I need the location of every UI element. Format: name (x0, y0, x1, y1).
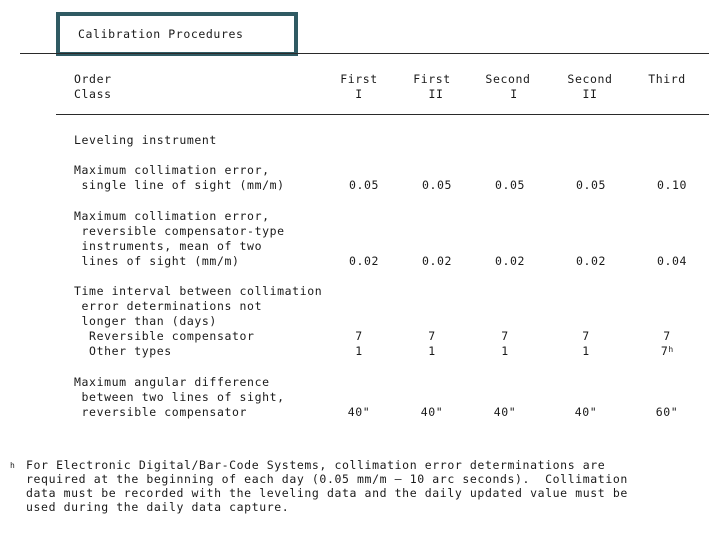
row-interval-sub1-value-2: 7 (428, 329, 436, 343)
row-interval-label-2: error determinations not (74, 299, 263, 313)
row-single-value-5: 0.10 (656, 178, 688, 192)
order-label: Order (74, 72, 112, 86)
row-angular-value-5: 60" (655, 405, 679, 419)
col-5-order: Third (648, 72, 686, 86)
row-interval-label-1: Time interval between collimation (74, 284, 323, 298)
row-reversible-value-2: 0.02 (421, 254, 453, 268)
row-interval-sub2-value-4: 1 (582, 344, 590, 358)
footnote-line-3: data must be recorded with the leveling data and the daily updated value must be (26, 486, 628, 500)
col-4-order: Second (567, 72, 613, 86)
row-interval-sub2-value-5 (637, 344, 697, 359)
row-angular-value-3: 40" (493, 405, 517, 419)
row-angular-label-2: between two lines of sight, (74, 390, 285, 404)
col-2-class: II (428, 87, 444, 101)
col-3-order: Second (485, 72, 531, 86)
row-angular-value-1: 40" (347, 405, 371, 419)
footnote-mark: h (10, 461, 16, 470)
row-single-value-3: 0.05 (494, 178, 526, 192)
row-single-value-4: 0.05 (575, 178, 607, 192)
row-reversible-value-3: 0.02 (494, 254, 526, 268)
row-interval-sub2-value-5-number: 7 (660, 344, 669, 358)
header-divider (56, 114, 709, 115)
row-reversible-label-2: reversible compensator-type (74, 224, 285, 238)
col-1-order: First (340, 72, 378, 86)
row-interval-sub1-value-3: 7 (501, 329, 509, 343)
row-interval-sub1-value-4: 7 (582, 329, 590, 343)
footnote-ref-h: h (668, 345, 674, 354)
row-angular-label-1: Maximum angular difference (74, 375, 270, 389)
col-1-class: I (355, 87, 363, 101)
footnote-line-4: used during the daily data capture. (26, 500, 290, 514)
row-interval-sub2-label: Other types (74, 344, 172, 358)
row-angular-value-4: 40" (574, 405, 598, 419)
page-title: Calibration Procedures (78, 27, 244, 41)
row-interval-label-3: longer than (days) (74, 314, 217, 328)
footnote-line-2: required at the beginning of each day (0.05 mm/m – 10 arc seconds). Collimation (26, 472, 628, 486)
col-4-class: II (582, 87, 598, 101)
footnote-line-1: For Electronic Digital/Bar-Code Systems, collimation error determinations are (26, 458, 606, 472)
row-reversible-value-5: 0.04 (656, 254, 688, 268)
col-2-order: First (413, 72, 451, 86)
row-reversible-value-4: 0.02 (575, 254, 607, 268)
row-single-value-2: 0.05 (421, 178, 453, 192)
section-heading: Leveling instrument (74, 133, 217, 147)
row-single-label-1: Maximum collimation error, (74, 163, 270, 177)
top-divider (20, 53, 709, 54)
title-box (56, 12, 298, 56)
row-reversible-label-1: Maximum collimation error, (74, 209, 270, 223)
row-reversible-label-4: lines of sight (mm/m) (74, 254, 240, 268)
row-reversible-label-3: instruments, mean of two (74, 239, 263, 253)
row-interval-sub2-value-1: 1 (355, 344, 363, 358)
row-interval-sub2-value-2: 1 (428, 344, 436, 358)
col-3-class: I (510, 87, 518, 101)
row-reversible-value-1: 0.02 (348, 254, 380, 268)
row-interval-sub1-label: Reversible compensator (74, 329, 255, 343)
row-interval-sub1-value-5: 7 (663, 329, 671, 343)
row-angular-value-2: 40" (420, 405, 444, 419)
row-interval-sub2-value-3: 1 (501, 344, 509, 358)
row-angular-label-3: reversible compensator (74, 405, 248, 419)
class-label: Class (74, 87, 112, 101)
row-single-value-1: 0.05 (348, 178, 380, 192)
row-interval-sub1-value-1: 7 (355, 329, 363, 343)
row-single-label-2: single line of sight (mm/m) (74, 178, 285, 192)
